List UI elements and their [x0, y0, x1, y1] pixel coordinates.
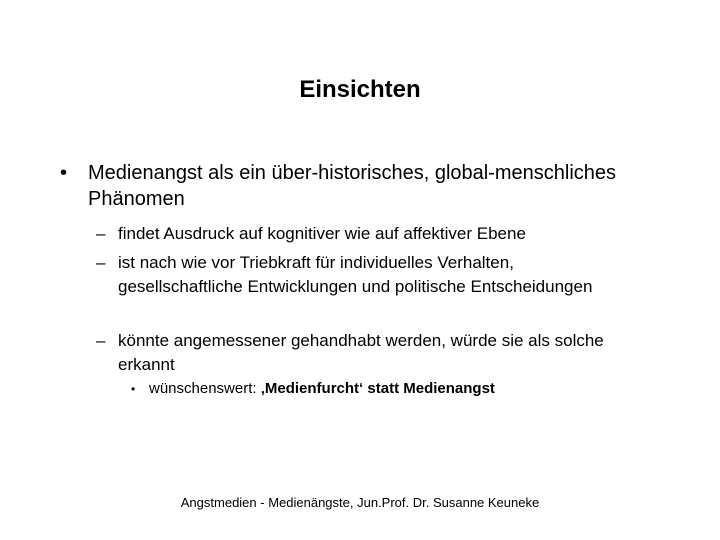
sub-bullet-2 — [96, 251, 616, 299]
bullet-marker: • — [131, 382, 136, 396]
sub-bullet-text: könnte angemessener gehandhabt werden, würde sie als solche erkannt — [118, 331, 604, 374]
sub-sub-bullet-text — [131, 379, 651, 399]
sub-bullet-text: ist nach wie vor Triebkraft für individuelles Verhalten, gesellschaftliche Entwicklungen und politische Entscheidungen — [118, 253, 593, 296]
dash-marker: – — [96, 224, 106, 243]
sub-sub-bullet-bold: ‚Medienfurcht‘ statt Medienangst — [260, 380, 495, 397]
slide-footer: Angstmedien - Medienängste, Jun.Prof. Dr. Susanne Keuneke — [180, 495, 540, 510]
sub-bullet-text: findet Ausdruck auf kognitiver wie auf affektiver Ebene — [118, 224, 526, 243]
slide-title: Einsichten — [299, 76, 421, 103]
main-bullet-text: Medienangst als ein über-historisches, global-menschliches Phänomen — [88, 162, 617, 210]
sub-sub-bullet-prefix: wünschenswert: — [149, 380, 261, 397]
sub-bullet-3 — [96, 329, 636, 377]
sub-sub-bullet — [131, 379, 651, 399]
dash-marker: – — [96, 253, 106, 272]
bullet-marker: • — [60, 162, 68, 184]
dash-marker: – — [96, 331, 106, 350]
main-bullet — [60, 160, 660, 212]
sub-bullet-1 — [96, 222, 656, 246]
